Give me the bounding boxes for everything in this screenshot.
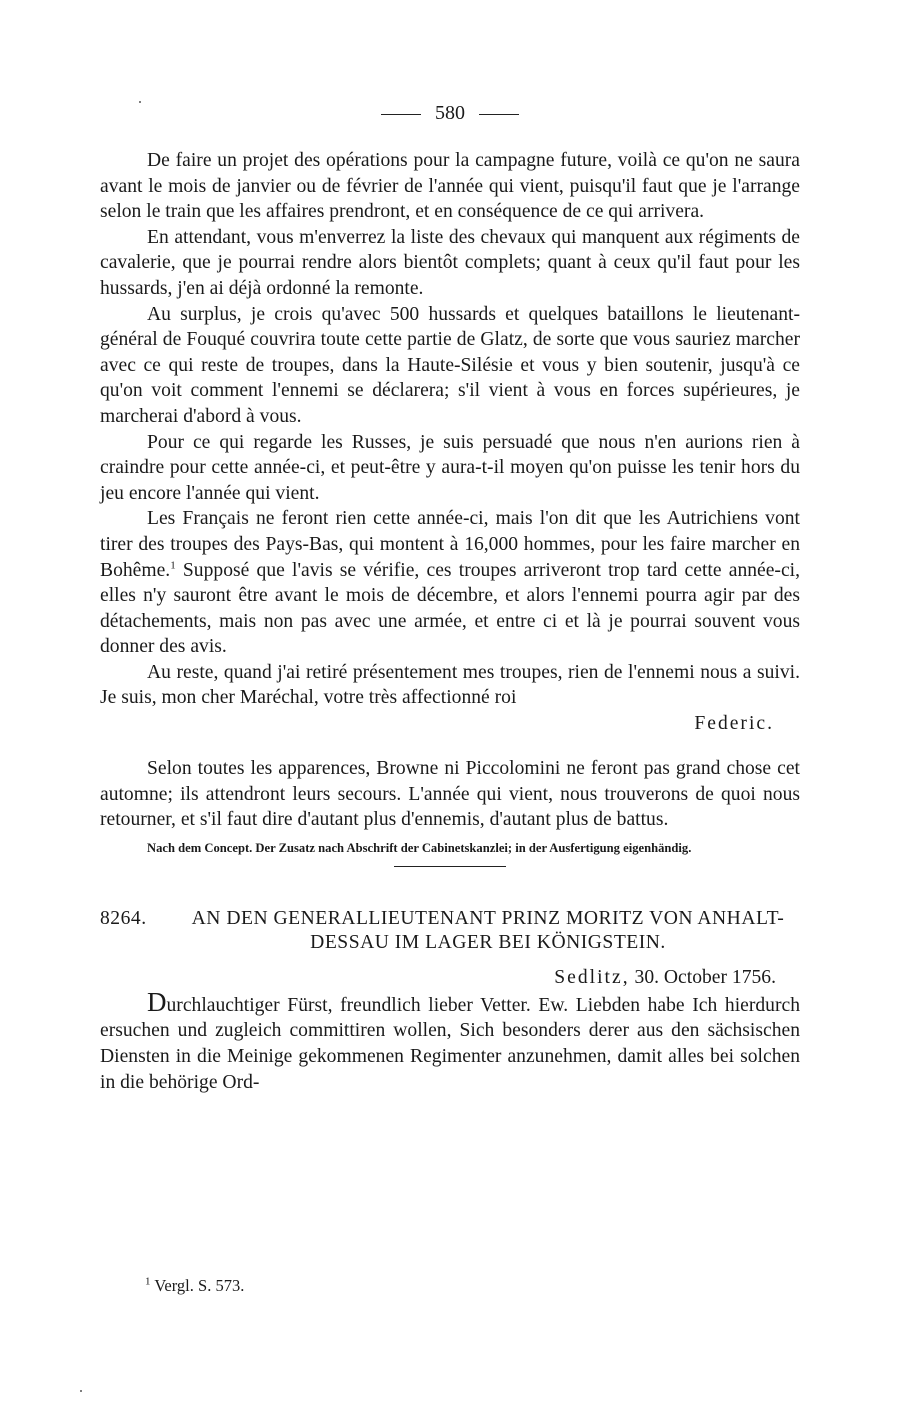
- footnote-reference: 1: [170, 558, 176, 571]
- scan-speck: [139, 101, 141, 103]
- letter-place: Sedlitz,: [554, 966, 630, 988]
- letter-body: urchlauchtiger Fürst, freundlich lieber Vetter. Ew. Liebden habe Ich hierdurch ersuchen und zugleich committiren wollen, Sich besonders derer aus den sächsischen Diensten in die Meinige gekommenen Regimenter anzunehmen, damit alles bei solchen in die behörige Ord-: [100, 994, 800, 1093]
- body-text: [100, 148, 800, 1095]
- paragraph-5: [100, 506, 800, 660]
- letter-date: 30. October 1756.: [634, 966, 776, 988]
- page-number: 580: [435, 102, 465, 124]
- footnote-text: Vergl. S. 573.: [154, 1276, 245, 1295]
- letter-heading: [100, 907, 800, 955]
- footnote-mark: 1: [145, 1275, 151, 1288]
- paragraph-5-text-a: Les Français ne feront rien cette année-ci, mais l'on dit que les Autrichiens vont tirer des troupes des Pays-Bas, qui montent à 16,000 hommes, pour les faire marcher en Bohême.: [100, 508, 800, 581]
- signature: Federic.: [694, 713, 774, 735]
- paragraph-2: En attendant, vous m'enverrez la liste des chevaux qui manquent aux régiments de cavalerie, que je pourrai rendre alors bientôt complets; quant à ceux qu'il faut pour les hussards, j'en ai déjà ordonné la remonte.: [100, 226, 800, 299]
- letter-title: AN DEN GENERALLIEUTENANT PRINZ MORITZ VON ANHALT-DESSAU IM LAGER BEI KÖNIGSTEIN.: [191, 907, 785, 953]
- footnote: [145, 1276, 244, 1296]
- header-rule-left: [381, 114, 421, 115]
- paragraph-5-text-b: Supposé que l'avis se vérifie, ces troupes arriveront trop tard cette année-ci, elles n'y sauront être avant le mois de décembre, et alors l'ennemi pourra agir par des détachements, mais non pas avec une armée, et entre ci et là je pourrai souvent vous donner des avis.: [100, 559, 800, 658]
- paragraph-3: Au surplus, je crois qu'avec 500 hussards et quelques bataillons le lieutenant-général de Fouqué couvrira toute cette partie de Glatz, de sorte que vous sauriez marcher avec ce qui reste de troupes, dans la Haute-Silésie et vous y bien soutenir, jusqu'à ce qu'on voit comment l'ennemi se déclarera; s'il vient à vous en forces supérieures, je marcherai d'abord à vous.: [100, 303, 800, 427]
- section-divider: [394, 866, 506, 867]
- initial-letter: D: [147, 986, 167, 1017]
- header-rule-right: [479, 114, 519, 115]
- page-header: [0, 102, 900, 125]
- scan-speck: [80, 1390, 82, 1392]
- paragraph-1: De faire un projet des opérations pour la campagne future, voilà ce qu'on ne saura avant le mois de janvier ou de février de l'année qui vient, puisqu'il faut que je l'arrange selon le train que les affaires prendront, et en conséquence de ce qui arrivera.: [100, 150, 800, 223]
- postscript: Selon toutes les apparences, Browne ni Piccolomini ne feront pas grand chose cet automne; ils attendront leurs secours. L'année qui vient, nous trouverons de quoi nous retourner, et s'il faut dire d'autant plus d'ennemis, d'autant plus de battus.: [100, 758, 800, 831]
- paragraph-4: Pour ce qui regarde les Russes, je suis persuadé que nous n'en aurions rien à craindre pour cette année-ci, et peut-être y aura-t-il moyen qu'on puisse les tenir hors du jeu encore l'année qui vient.: [100, 431, 800, 504]
- letter-number: 8264.: [100, 907, 147, 929]
- source-note: Nach dem Concept. Der Zusatz nach Abschrift der Cabinetskanzlei; in der Ausfertigung eigenhändig.: [147, 840, 692, 855]
- closing-paragraph: Au reste, quand j'ai retiré présentement mes troupes, rien de l'ennemi nous a suivi. Je suis, mon cher Maréchal, votre très affectionné roi: [100, 661, 800, 709]
- letter-text: [100, 986, 800, 1095]
- place-date: [100, 965, 800, 990]
